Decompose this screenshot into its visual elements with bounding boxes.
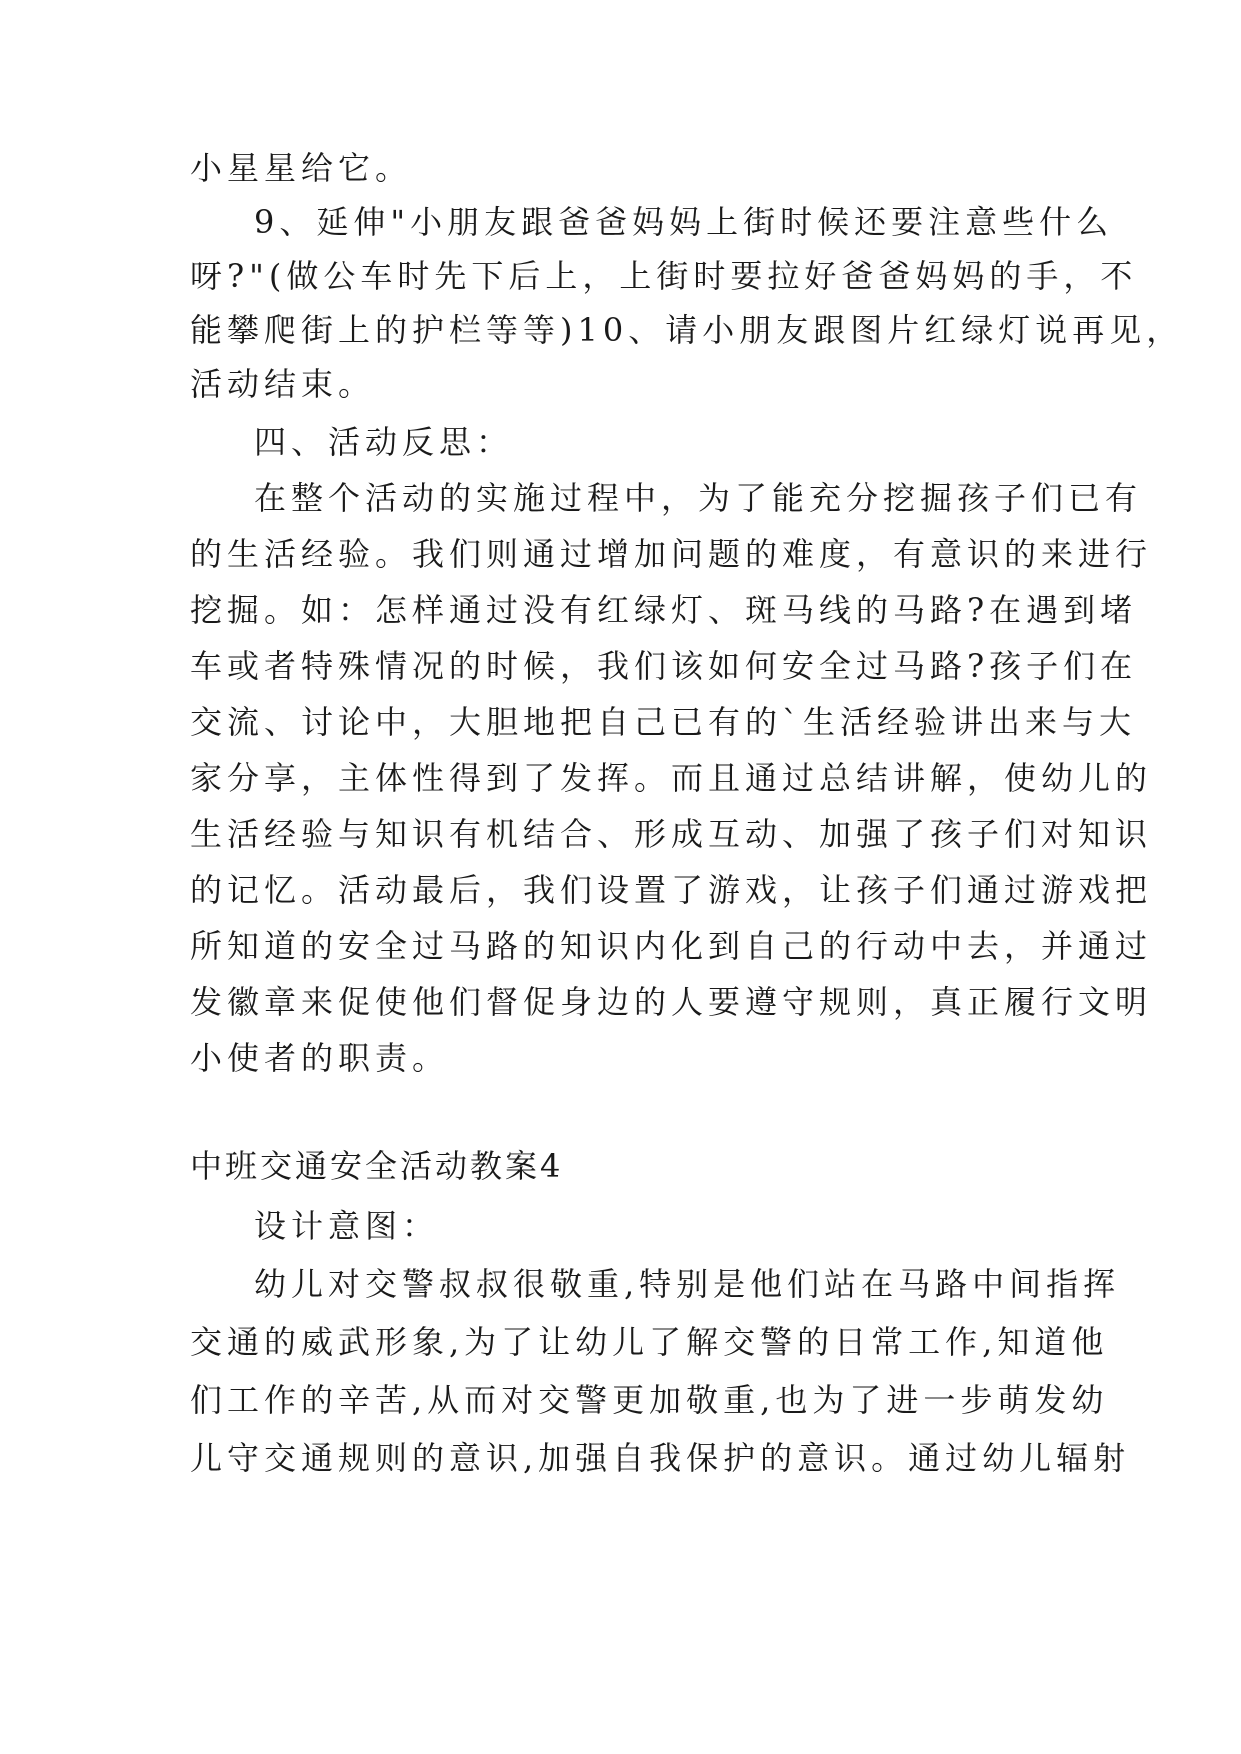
text-line: 交通的威武形象,为了让幼儿了解交警的日常工作,知道他 [190, 1323, 1109, 1361]
text-line: 生活经验与知识有机结合、形成互动、加强了孩子们对知识 [190, 815, 1153, 853]
text-line: 9、延伸"小朋友跟爸爸妈妈上街时候还要注意些什么 [254, 203, 1114, 241]
text-line: 小使者的职责。 [190, 1039, 450, 1077]
text-line: 发徽章来促使他们督促身边的人要遵守规则，真正履行文明 [190, 983, 1153, 1021]
text-line: 交流、讨论中，大胆地把自己已有的`生活经验讲出来与大 [190, 703, 1137, 741]
text-line: 幼儿对交警叔叔很敬重,特别是他们站在马路中间指挥 [254, 1265, 1121, 1303]
text-line: 车或者特殊情况的时候，我们该如何安全过马路?孩子们在 [190, 647, 1138, 685]
text-line: 所知道的安全过马路的知识内化到自己的行动中去，并通过 [190, 927, 1153, 965]
text-line: 挖掘。如：怎样通过没有红绿灯、斑马线的马路?在遇到堵 [190, 591, 1138, 629]
article-title: 中班交通安全活动教案4 [190, 1147, 564, 1185]
text-line: 家分享，主体性得到了发挥。而且通过总结讲解，使幼儿的 [190, 759, 1153, 797]
section-heading: 四、活动反思： [254, 423, 514, 461]
text-line: 的记忆。活动最后，我们设置了游戏，让孩子们通过游戏把 [190, 871, 1153, 909]
text-line: 在整个活动的实施过程中，为了能充分挖掘孩子们已有 [254, 479, 1143, 517]
text-line: 能攀爬街上的护栏等等)10、请小朋友跟图片红绿灯说再见， [190, 311, 1184, 349]
text-line: 小星星给它。 [190, 149, 413, 187]
text-line: 儿守交通规则的意识,加强自我保护的意识。通过幼儿辐射 [190, 1439, 1131, 1477]
section-heading: 设计意图： [254, 1207, 440, 1245]
text-line: 活动结束。 [190, 365, 376, 403]
text-line: 的生活经验。我们则通过增加问题的难度，有意识的来进行 [190, 535, 1153, 573]
text-line: 们工作的辛苦,从而对交警更加敬重,也为了进一步萌发幼 [190, 1381, 1109, 1419]
text-line: 呀?"(做公车时先下后上，上街时要拉好爸爸妈妈的手，不 [190, 257, 1138, 295]
